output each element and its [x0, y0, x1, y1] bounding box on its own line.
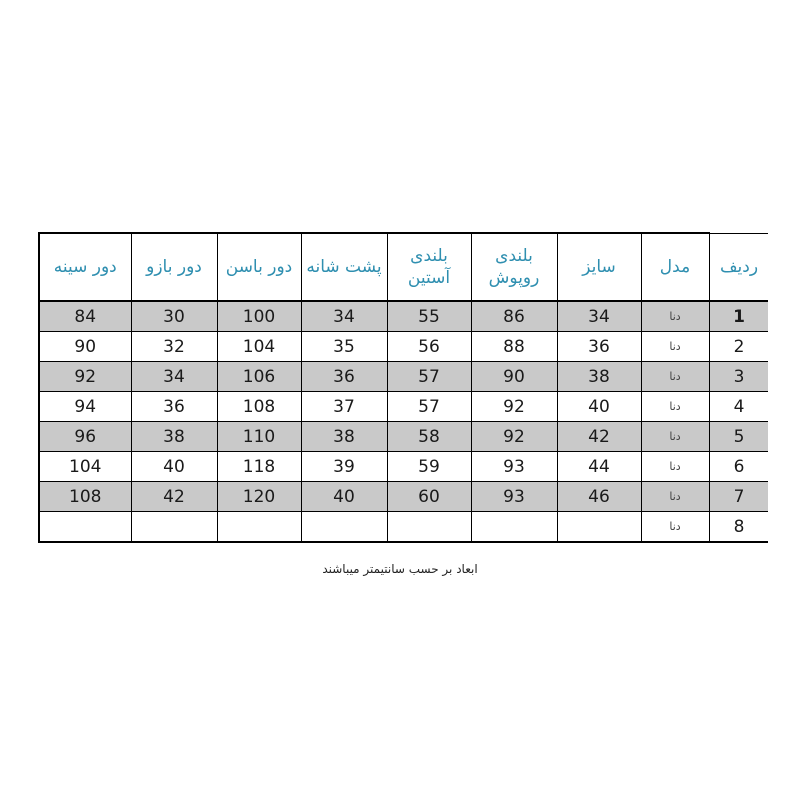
- length-cell: 93: [471, 452, 557, 482]
- shoulder-cell: 40: [301, 482, 387, 512]
- size-cell: 36: [557, 332, 641, 362]
- length-cell: [471, 512, 557, 543]
- arm-cell: 40: [131, 452, 217, 482]
- length-cell: 90: [471, 362, 557, 392]
- arm-cell: 32: [131, 332, 217, 362]
- shoulder-cell: 39: [301, 452, 387, 482]
- model-cell: دنا: [641, 362, 709, 392]
- arm-cell: [131, 512, 217, 543]
- units-footnote: ابعاد بر حسب سانتیمتر میباشند: [322, 562, 478, 576]
- arm-cell: 42: [131, 482, 217, 512]
- header-arm-circumference: دور بازو: [131, 233, 217, 301]
- chest-cell: 84: [39, 301, 131, 332]
- hip-cell: 120: [217, 482, 301, 512]
- table-row: [39, 482, 768, 512]
- shoulder-cell: 36: [301, 362, 387, 392]
- hip-cell: 106: [217, 362, 301, 392]
- hip-cell: 104: [217, 332, 301, 362]
- sleeve-cell: 60: [387, 482, 471, 512]
- size-cell: 38: [557, 362, 641, 392]
- length-cell: 92: [471, 422, 557, 452]
- size-cell: 46: [557, 482, 641, 512]
- table-row: [39, 512, 768, 543]
- shoulder-cell: 35: [301, 332, 387, 362]
- row-number: 7: [709, 482, 768, 512]
- size-chart-table: [38, 232, 768, 543]
- row-number: 8: [709, 512, 768, 543]
- length-cell: 88: [471, 332, 557, 362]
- size-cell: [557, 512, 641, 543]
- table-row: [39, 301, 768, 332]
- chest-cell: [39, 512, 131, 543]
- header-size: سایز: [557, 233, 641, 301]
- hip-cell: 118: [217, 452, 301, 482]
- hip-cell: 110: [217, 422, 301, 452]
- length-cell: 86: [471, 301, 557, 332]
- model-cell: دنا: [641, 301, 709, 332]
- arm-cell: 38: [131, 422, 217, 452]
- chest-cell: 94: [39, 392, 131, 422]
- size-chart-table-container: [38, 232, 768, 544]
- header-hip-circumference: دور باسن: [217, 233, 301, 301]
- arm-cell: 34: [131, 362, 217, 392]
- arm-cell: 36: [131, 392, 217, 422]
- size-cell: 44: [557, 452, 641, 482]
- model-cell: دنا: [641, 332, 709, 362]
- arm-cell: 30: [131, 301, 217, 332]
- shoulder-cell: 37: [301, 392, 387, 422]
- sleeve-cell: 55: [387, 301, 471, 332]
- header-garment-length: بلندی روپوش: [471, 233, 557, 301]
- length-cell: 93: [471, 482, 557, 512]
- chest-cell: 92: [39, 362, 131, 392]
- sleeve-cell: 59: [387, 452, 471, 482]
- table-row: [39, 332, 768, 362]
- model-cell: دنا: [641, 482, 709, 512]
- sleeve-cell: 58: [387, 422, 471, 452]
- size-cell: 42: [557, 422, 641, 452]
- size-cell: 40: [557, 392, 641, 422]
- hip-cell: 108: [217, 392, 301, 422]
- chest-cell: 108: [39, 482, 131, 512]
- header-sleeve-length: بلندی آستین: [387, 233, 471, 301]
- shoulder-cell: 38: [301, 422, 387, 452]
- size-cell: 34: [557, 301, 641, 332]
- row-number: 4: [709, 392, 768, 422]
- table-row: [39, 362, 768, 392]
- chest-cell: 104: [39, 452, 131, 482]
- hip-cell: [217, 512, 301, 543]
- row-number: 3: [709, 362, 768, 392]
- sleeve-cell: 57: [387, 362, 471, 392]
- sleeve-cell: 57: [387, 392, 471, 422]
- sleeve-cell: 56: [387, 332, 471, 362]
- model-cell: دنا: [641, 452, 709, 482]
- length-cell: 92: [471, 392, 557, 422]
- model-cell: دنا: [641, 392, 709, 422]
- shoulder-cell: 34: [301, 301, 387, 332]
- model-cell: دنا: [641, 422, 709, 452]
- header-chest-circumference: دور سینه: [39, 233, 131, 301]
- row-number: 5: [709, 422, 768, 452]
- row-number: 1: [709, 301, 768, 332]
- table-row: [39, 422, 768, 452]
- header-shoulder-width: پشت شانه: [301, 233, 387, 301]
- table-row: [39, 452, 768, 482]
- chest-cell: 96: [39, 422, 131, 452]
- hip-cell: 100: [217, 301, 301, 332]
- row-number: 2: [709, 332, 768, 362]
- header-model: مدل: [641, 233, 709, 301]
- row-number: 6: [709, 452, 768, 482]
- chest-cell: 90: [39, 332, 131, 362]
- model-cell: دنا: [641, 512, 709, 543]
- sleeve-cell: [387, 512, 471, 543]
- table-header-row: [39, 233, 768, 301]
- header-row-number: ردیف: [709, 233, 768, 301]
- shoulder-cell: [301, 512, 387, 543]
- table-row: [39, 392, 768, 422]
